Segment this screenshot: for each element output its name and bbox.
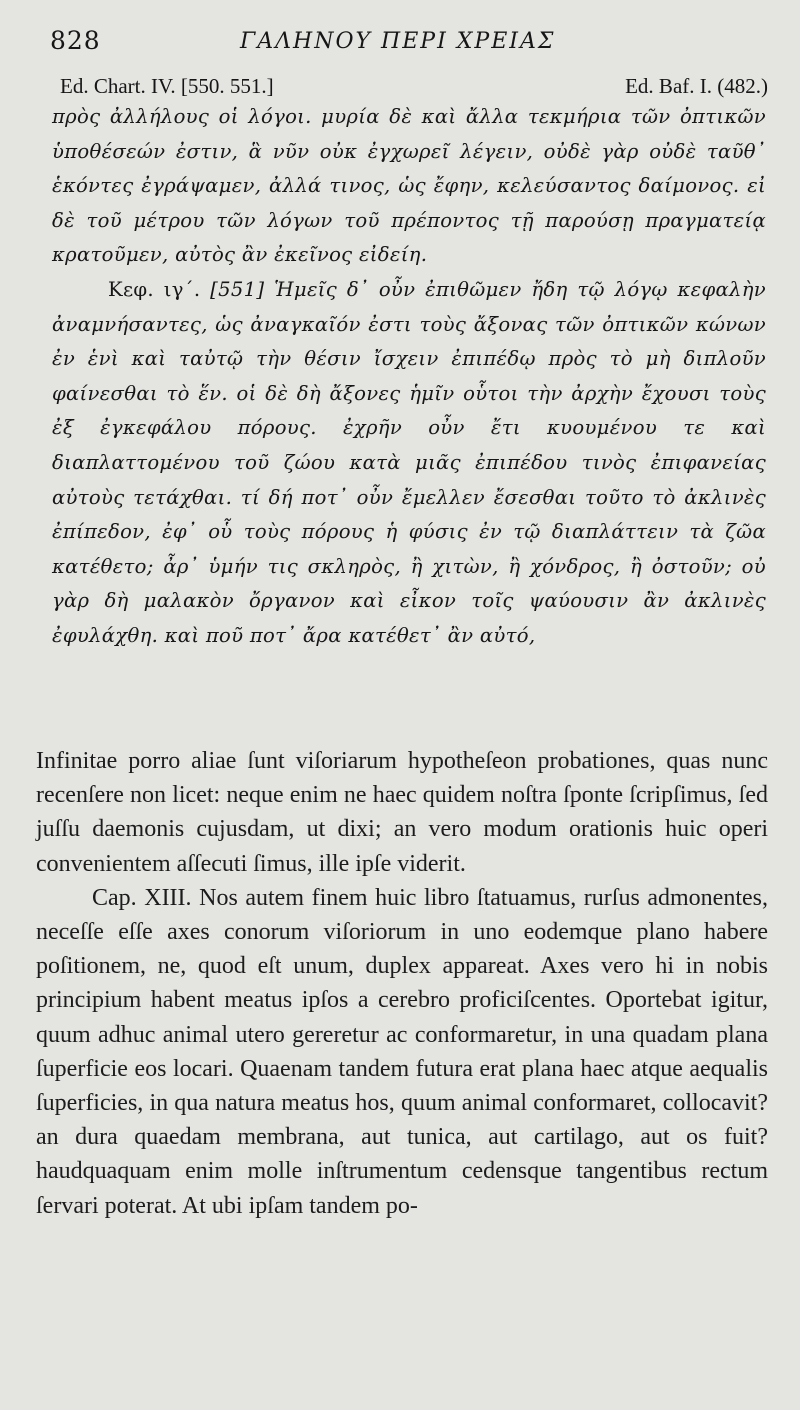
latin-paragraph-2 (36, 881, 768, 1223)
latin-text-block (36, 744, 768, 1223)
running-title: ΓΑΛΗΝΟΥ ΠΕΡΙ ΧΡΕΙΑΣ (240, 29, 556, 54)
latin-paragraph-2-text: Nos autem finem huic libro ſtatuamus, rurſus admonentes, neceſſe eſſe axes conorum viſoriorum in uno eodemque plano habere poſitionem, ne, quod eſt unum, duplex appareat. Axes vero hi in nobis principium habent meatus ipſos a cerebro proficiſcentes. Oportebat igitur, quum adhuc animal utero gereretur ac conformaretur, in una quadam plana ſuperficie eos locari. Quaenam tandem futura erat plana haec atque aequalis ſuperficies, in qua natura meatus hos, quum animal conformaret, collocavit? an dura quaedam membrana, aut tunica, aut cartilago, aut os fuit? haudquaquam enim molle inſtrumentum cedensque tangentibus rectum ſervari poterat. At ubi ipſam tandem po- (36, 884, 768, 1219)
greek-chapter-heading: Κεφ. ιγ΄. (108, 277, 201, 301)
greek-paragraph-2-text: [551] Ἡμεῖς δ᾽ οὖν ἐπιθῶμεν ἤδη τῷ λόγῳ κεφαλὴν ἀναμνήσαντες, ὡς ἀναγκαῖόν ἐστι τοὺς ἄξονας τῶν ὀπτικῶν κώνων ἐν ἑνὶ καὶ ταὐτῷ τὴν θέσιν ἴσχειν ἐπιπέδῳ πρὸς τὸ μὴ διπλοῦν φαίνεσθαι τὸ ἕν. οἱ δὲ δὴ ἄξονες ἡμῖν οὗτοι τὴν ἀρχὴν ἔχουσι τοὺς ἐξ ἐγκεφάλου πόρους. ἐχρῆν οὖν ἔτι κυουμένου τε καὶ διαπλαττομένου τοῦ ζώου κατὰ μιᾶς ἐπιπέδου τινὸς ἐπιφανείας αὐτοὺς τετάχθαι. τί δή ποτ᾽ οὖν ἔμελλεν ἔσεσθαι τοῦτο τὸ ἀκλινὲς ἐπίπεδον, ἐφ᾽ οὗ τοὺς πόρους ἡ φύσις ἐν τῷ διαπλάττειν τὰ ζῶα κατέθετο; ἆρ᾽ ὑμήν τις σκληρὸς, ἢ χιτὼν, ἢ χόνδρος, ἢ ὀστοῦν; οὐ γὰρ δὴ μαλακὸν ὄργανον καὶ εἶκον τοῖς ψαύουσιν ἂν ἀκλινὲς ἐφυλάχθη. καὶ ποῦ ποτ᾽ ἄρα κατέθετ᾽ ἂν αὐτό, (52, 277, 766, 647)
edition-references (60, 74, 768, 100)
latin-chapter-heading: Cap. XIII. (92, 884, 192, 911)
edition-reference-chartier: Ed. Chart. IV. [550. 551.] (60, 74, 274, 98)
edition-reference-basel: Ed. Baf. I. (482.) (625, 74, 768, 98)
greek-text-block (52, 100, 766, 654)
latin-paragraph-1: Infinitae porro aliae ſunt viſoriarum hypotheſeon probationes, quas nunc recenſere non licet: neque enim ne haec quidem noſtra ſponte ſcripſimus, ſed juſſu daemonis cujusdam, ut dixi; an vero modum orationis huic operi convenientem aſſecuti ſimus, ille ipſe viderit. (36, 748, 768, 877)
greek-paragraph-2 (52, 273, 766, 654)
running-head (50, 26, 770, 66)
page-number: 828 (50, 26, 101, 55)
greek-paragraph-1: πρὸς ἀλλήλους οἱ λόγοι. μυρία δὲ καὶ ἄλλα τεκμήρια τῶν ὀπτικῶν ὑποθέσεών ἐστιν, ἃ νῦν οὐκ ἐγχωρεῖ λέγειν, οὐδὲ γὰρ οὐδὲ ταῦθ᾽ ἑκόντες ἐγράψαμεν, ἀλλά τινος, ὡς ἔφην, κελεύσαντος δαίμονος. εἰ δὲ τοῦ μέτρου τῶν λόγων τοῦ πρέποντος τῇ παρούσῃ πραγματείᾳ κρατοῦμεν, αὐτὸς ἂν ἐκεῖνος εἰδείη. (52, 105, 766, 267)
